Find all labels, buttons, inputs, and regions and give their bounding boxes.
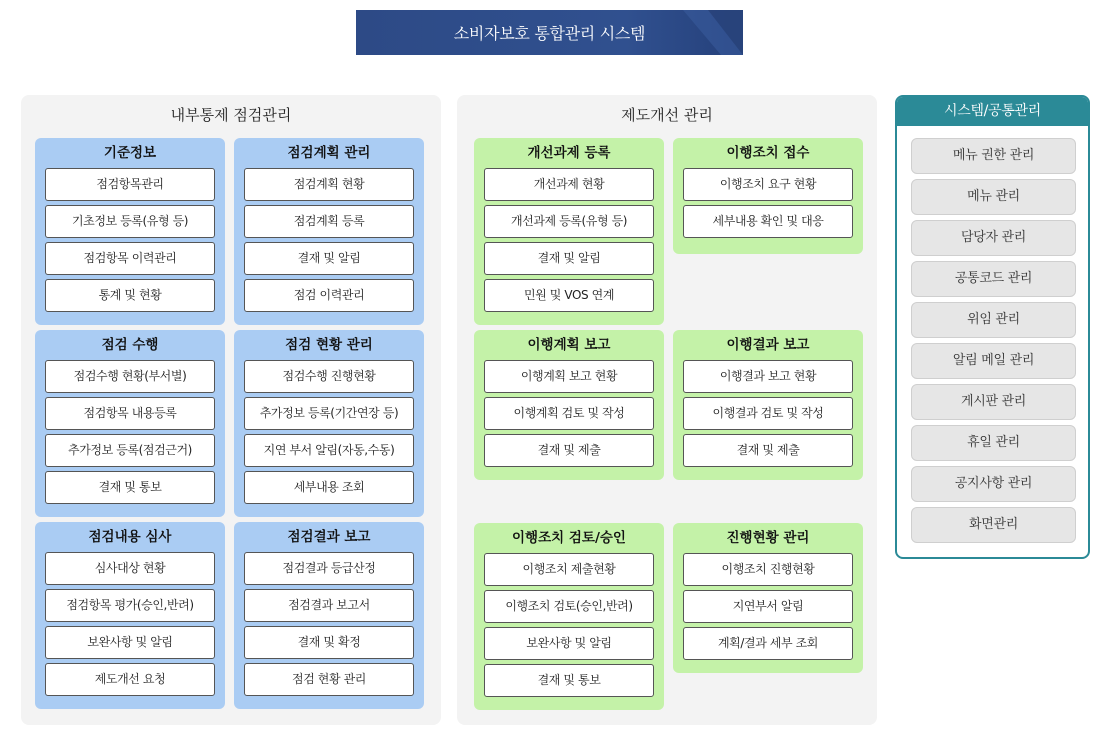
group-content-review: [35, 522, 225, 709]
system-title-banner: [356, 10, 743, 55]
menu-item[interactable]: 결재 및 제출: [683, 434, 853, 467]
menu-item[interactable]: 점검항목 평가(승인,반려): [45, 589, 215, 622]
menu-item[interactable]: 이행계획 검토 및 작성: [484, 397, 654, 430]
banner-title: 소비자보호 통합관리 시스템: [453, 24, 646, 43]
menu-item[interactable]: 추가정보 등록(점검근거): [45, 434, 215, 467]
system-menu-item[interactable]: 알림 메일 관리: [911, 343, 1076, 379]
menu-item[interactable]: 이행결과 보고 현황: [683, 360, 853, 393]
group-title: 기준정보: [103, 145, 157, 161]
system-panel-title: 시스템/공통관리: [897, 97, 1088, 126]
menu-item[interactable]: 세부내용 조회: [244, 471, 414, 504]
system-menu-item[interactable]: 메뉴 권한 관리: [911, 138, 1076, 174]
group-title: 이행결과 보고: [726, 337, 810, 353]
menu-item[interactable]: 결재 및 확정: [244, 626, 414, 659]
group-title: 점검 현황 관리: [285, 337, 373, 353]
group-action-reception: [673, 138, 863, 254]
menu-item[interactable]: 지연 부서 알림(자동,수동): [244, 434, 414, 467]
system-menu-item[interactable]: 공지사항 관리: [911, 466, 1076, 502]
group-inspection-status: [234, 330, 424, 517]
group-title: 점검계획 관리: [287, 145, 371, 161]
menu-item[interactable]: 지연부서 알림: [683, 590, 853, 623]
menu-item[interactable]: 이행조치 검토(승인,반려): [484, 590, 654, 623]
menu-item[interactable]: 추가정보 등록(기간연장 등): [244, 397, 414, 430]
menu-item[interactable]: 결재 및 통보: [484, 664, 654, 697]
menu-item[interactable]: 점검계획 등록: [244, 205, 414, 238]
menu-item[interactable]: 결재 및 통보: [45, 471, 215, 504]
group-inspection-plan: [234, 138, 424, 325]
group-title: 점검 수행: [101, 337, 159, 353]
group-result-report: [234, 522, 424, 709]
menu-item[interactable]: 이행조치 제출현황: [484, 553, 654, 586]
menu-item[interactable]: 점검항목 내용등록: [45, 397, 215, 430]
group-improvement-registration: [474, 138, 664, 325]
menu-item[interactable]: 결재 및 알림: [244, 242, 414, 275]
system-menu-item[interactable]: 화면관리: [911, 507, 1076, 543]
group-title: 이행계획 보고: [527, 337, 611, 353]
panel-title: 제도개선 관리: [621, 106, 713, 124]
group-title: 진행현황 관리: [726, 530, 810, 546]
menu-item[interactable]: 이행결과 검토 및 작성: [683, 397, 853, 430]
group-standard-info: [35, 138, 225, 325]
menu-item[interactable]: 제도개선 요청: [45, 663, 215, 696]
panel-title: 내부통제 점검관리: [170, 106, 292, 124]
group-inspection-execution: [35, 330, 225, 517]
menu-item[interactable]: 세부내용 확인 및 대응: [683, 205, 853, 238]
group-progress-management: [673, 523, 863, 673]
group-action-review-approval: [474, 523, 664, 710]
system-menu-item[interactable]: 위임 관리: [911, 302, 1076, 338]
menu-item[interactable]: 이행계획 보고 현황: [484, 360, 654, 393]
system-menu-item[interactable]: 게시판 관리: [911, 384, 1076, 420]
menu-item[interactable]: 계획/결과 세부 조회: [683, 627, 853, 660]
system-menu-list: [897, 126, 1088, 543]
group-plan-report: [474, 330, 664, 480]
group-result-report-green: [673, 330, 863, 480]
system-improvement-panel: [457, 95, 877, 725]
menu-item[interactable]: 개선과제 등록(유형 등): [484, 205, 654, 238]
system-menu-item[interactable]: 담당자 관리: [911, 220, 1076, 256]
menu-item[interactable]: 통계 및 현황: [45, 279, 215, 312]
system-menu-item[interactable]: 메뉴 관리: [911, 179, 1076, 215]
menu-item[interactable]: 점검 현황 관리: [244, 663, 414, 696]
system-menu-item[interactable]: 휴일 관리: [911, 425, 1076, 461]
menu-item[interactable]: 민원 및 VOS 연계: [484, 279, 654, 312]
group-title: 점검내용 심사: [88, 529, 172, 545]
banner-decoration: [683, 10, 743, 55]
menu-item[interactable]: 개선과제 현황: [484, 168, 654, 201]
menu-item[interactable]: 점검항목관리: [45, 168, 215, 201]
menu-item[interactable]: 점검수행 현황(부서별): [45, 360, 215, 393]
menu-item[interactable]: 점검계획 현황: [244, 168, 414, 201]
menu-item[interactable]: 보완사항 및 알림: [45, 626, 215, 659]
menu-item[interactable]: 보완사항 및 알림: [484, 627, 654, 660]
menu-item[interactable]: 결재 및 알림: [484, 242, 654, 275]
menu-item[interactable]: 결재 및 제출: [484, 434, 654, 467]
menu-item[interactable]: 심사대상 현황: [45, 552, 215, 585]
system-menu-item[interactable]: 공통코드 관리: [911, 261, 1076, 297]
group-title: 개선과제 등록: [527, 145, 611, 161]
menu-item[interactable]: 이행조치 요구 현황: [683, 168, 853, 201]
menu-item[interactable]: 점검수행 진행현황: [244, 360, 414, 393]
menu-item[interactable]: 이행조치 진행현황: [683, 553, 853, 586]
menu-item[interactable]: 점검항목 이력관리: [45, 242, 215, 275]
group-title: 이행조치 접수: [726, 145, 810, 161]
group-title: 이행조치 검토/승인: [512, 530, 626, 546]
menu-item[interactable]: 기초정보 등록(유형 등): [45, 205, 215, 238]
menu-item[interactable]: 점검 이력관리: [244, 279, 414, 312]
group-title: 점검결과 보고: [287, 529, 371, 545]
system-common-panel: [895, 95, 1090, 559]
menu-item[interactable]: 점검결과 보고서: [244, 589, 414, 622]
internal-control-panel: [21, 95, 441, 725]
menu-item[interactable]: 점검결과 등급산정: [244, 552, 414, 585]
